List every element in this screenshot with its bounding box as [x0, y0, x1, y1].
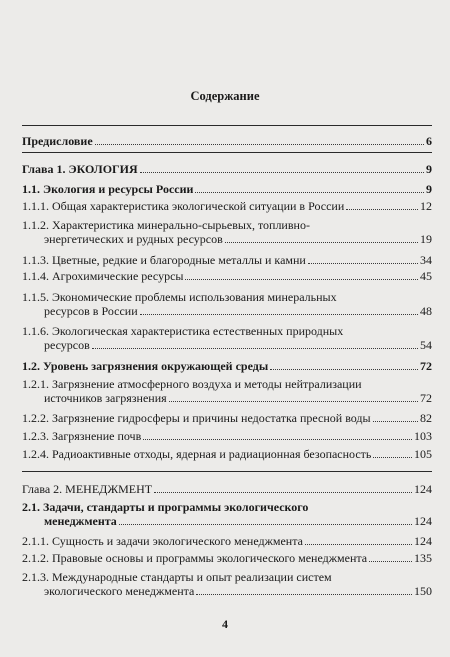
toc-entry-section-1-2[interactable]: [22, 359, 432, 373]
toc-entry-text: 1.1.3. Цветные, редкие и благородные металлы и камни: [22, 253, 306, 267]
toc-entry-text-cont: менеджмента: [44, 514, 117, 528]
toc-entry-1-2-1[interactable]: [22, 377, 432, 405]
toc-entry-text: Глава 1. ЭКОЛОГИЯ: [22, 162, 138, 176]
toc-entry-page: 82: [420, 411, 432, 425]
toc-entry-page: 45: [420, 269, 432, 283]
page-title: Содержание: [190, 89, 260, 103]
toc-entry-text: 2.1.2. Правовые основы и программы экологического менеджмента: [22, 551, 368, 565]
dot-leader: [195, 191, 424, 193]
separator-line: [22, 471, 432, 472]
toc-entry-1-2-2[interactable]: [22, 411, 432, 425]
toc-entry-page: 48: [420, 304, 432, 318]
toc-entry-page: 105: [414, 447, 432, 461]
toc-entry-text: 1.2.4. Радиоактивные отходы, ядерная и радиационная безопасность: [22, 447, 372, 461]
toc-entry-1-1-4[interactable]: [22, 269, 432, 283]
toc-entry-text-cont: энергетических и рудных ресурсов: [44, 232, 223, 246]
toc-entry-page: 9: [426, 182, 432, 196]
toc-entry-page: 72: [420, 359, 432, 373]
separator-line: [22, 125, 432, 126]
toc-entry-text-cont: источников загрязнения: [44, 391, 167, 405]
toc-entry-page: 19: [420, 232, 432, 246]
toc-entry-section-2-1[interactable]: [22, 500, 432, 528]
toc-entry-text-cont: ресурсов: [44, 338, 90, 352]
dot-leader: [143, 438, 412, 440]
toc-entry-1-2-4[interactable]: [22, 447, 432, 461]
toc-entry-text: 2.1.1. Сущность и задачи экологического менеджмента: [22, 534, 303, 548]
dot-leader: [95, 143, 424, 145]
toc-entry-text-cont: экологического менеджмента: [44, 584, 195, 598]
toc-entry-2-1-2[interactable]: [22, 551, 432, 565]
toc-entry-page: 54: [420, 338, 432, 352]
toc-entry-1-1-2[interactable]: [22, 218, 432, 246]
toc-entry-text: 1.2.3. Загрязнение почв: [22, 429, 142, 443]
toc-entry-text-cont: ресурсов в России: [44, 304, 138, 318]
toc-entry-text: 1.2. Уровень загрязнения окружающей среды: [22, 359, 269, 373]
dot-leader: [373, 456, 412, 458]
toc-entry-page: 135: [414, 551, 432, 565]
dot-leader: [185, 278, 418, 280]
dot-leader: [373, 420, 418, 422]
dot-leader: [305, 543, 412, 545]
dot-leader: [308, 262, 418, 264]
toc-entry-page: 12: [420, 199, 432, 213]
toc-entry-text: 1.2.1. Загрязнение атмосферного воздуха и методы нейтрализации: [22, 377, 362, 391]
toc-entry-page: 124: [414, 514, 432, 528]
dot-leader: [196, 593, 412, 595]
toc-entry-text: Предисловие: [22, 134, 93, 148]
toc-entry-1-1-5[interactable]: [22, 290, 432, 318]
dot-leader: [119, 523, 412, 525]
toc-entry-text: 1.2.2. Загрязнение гидросферы и причины недостатка пресной воды: [22, 411, 371, 425]
dot-leader: [369, 560, 412, 562]
toc-entry-text: 1.1.5. Экономические проблемы использования минеральных: [22, 290, 337, 304]
dot-leader: [140, 171, 424, 173]
toc-entry-1-1-1[interactable]: [22, 199, 432, 213]
toc-entry-text: 1.1.2. Характеристика минерально-сырьевых, топливно-: [22, 218, 310, 232]
toc-entry-1-1-3[interactable]: [22, 253, 432, 267]
toc-entry-2-1-3[interactable]: [22, 570, 432, 598]
toc-entry-text: 1.1. Экология и ресурсы России: [22, 182, 194, 196]
separator-line: [22, 152, 432, 153]
toc-entry-text: 2.1. Задачи, стандарты и программы экологического: [22, 500, 309, 514]
toc-entry-page: 6: [426, 134, 432, 148]
toc-entry-2-1-1[interactable]: [22, 534, 432, 548]
toc-entry-page: 9: [426, 162, 432, 176]
dot-leader: [140, 313, 418, 315]
dot-leader: [92, 347, 418, 349]
toc-entry-page: 124: [414, 534, 432, 548]
toc-entry-1-1-6[interactable]: [22, 324, 432, 352]
toc-entry-text: 2.1.3. Международные стандарты и опыт реализации систем: [22, 570, 332, 584]
dot-leader: [346, 208, 418, 210]
dot-leader: [154, 491, 412, 493]
dot-leader: [169, 400, 418, 402]
toc-entry-text: 1.1.6. Экологическая характеристика естественных природных: [22, 324, 344, 338]
toc-entry-chapter-2[interactable]: [22, 482, 432, 496]
toc-entry-text: 1.1.1. Общая характеристика экологической ситуации в России: [22, 199, 345, 213]
toc-entry-text: Глава 2. МЕНЕДЖМЕНТ: [22, 482, 153, 496]
toc-entry-page: 103: [414, 429, 432, 443]
toc-entry-page: 124: [414, 482, 432, 496]
toc-entry-page: 150: [414, 584, 432, 598]
toc-entry-chapter-1[interactable]: [22, 162, 432, 176]
toc-entry-page: 72: [420, 391, 432, 405]
dot-leader: [225, 241, 418, 243]
toc-entry-preface[interactable]: [22, 134, 432, 148]
page-number: 4: [222, 617, 228, 631]
toc-entry-text: 1.1.4. Агрохимические ресурсы: [22, 269, 184, 283]
toc-entry-1-2-3[interactable]: [22, 429, 432, 443]
toc-entry-section-1-1[interactable]: [22, 182, 432, 196]
dot-leader: [270, 368, 418, 370]
toc-entry-page: 34: [420, 253, 432, 267]
